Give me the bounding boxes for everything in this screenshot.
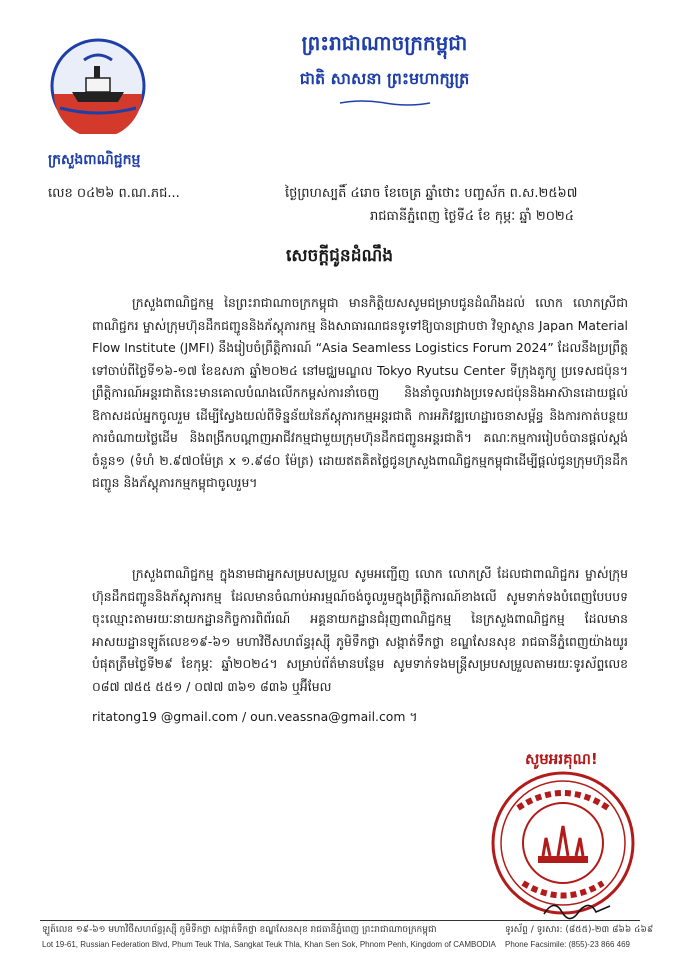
lunar-date: ថ្ងៃព្រហស្បតិ៍ ៤រោច ខែចេត្រ ឆ្នាំថោះ បញ្ចស័ក ព.ស.២៥៦៧ — [285, 186, 578, 201]
body-paragraph-2: ក្រសួងពាណិជ្ជកម្ម ក្នុងនាមជាអ្នកសម្របសម្រួល សូមអញ្ជើញ លោក លោកស្រី ដែលជាពាណិជ្ជករ ម្ចាស់ក្រុមហ៊ុនដឹកជញ្ជូននិងភ័ស្តុភារកម្ម ដែលមានចំណាប់អារម្មណ៍ចង់ចូលរួមក្នុងព្រឹត្តិការណ៍ខាងលើ សូមទាក់ទងបំពេញបែបបទចុះឈ្មោះតាមរយៈនាយកដ្ឋានកិច្ចការពិព័រណ៍ អគ្គនាយកដ្ឋានជំរុញពាណិជ្ជកម្ម នៃក្រសួងពាណិជ្ជកម្ម ដែលមានអាសយដ្ឋានឡូត៍លេខ១៩-៦១ មហាវិថីសហព័ន្ធរុស្ស៊ី ភូមិទឹកថ្លា សង្កាត់ទឹកថ្លា ខណ្ឌសែនសុខ រាជធានីភ្នំពេញយ៉ាងយូរបំផុតត្រឹមថ្ងៃទី២៩ ខែកុម្ភៈ ឆ្នាំ២០២៤។ សម្រាប់ព័ត៌មានបន្ថែម សូមទាក់ទងមន្ត្រីសម្របសម្រួលតាមរយៈទូរស័ព្ទលេខ ០៨៧ ៧៥៥ ៥៥១ / ០៧៧ ៣៦១ ៨៣៦ ឬអ៊ីមែល — [92, 566, 628, 694]
contact-emails: ritatong19 @gmail.com / oun.veassna@gmail.com ។ — [92, 709, 418, 724]
footer-address-en: Lot 19-61, Russian Federation Blvd, Phum Teuk Thla, Sangkat Teuk Thla, Khan Sen Sok, Phnom Penh, Kingdom of CAMBODIA — [42, 940, 496, 949]
kingdom-title: ព្រះរាជាណាចក្រកម្ពុជា — [301, 31, 468, 55]
document-title: សេចក្តីជូនដំណឹង — [285, 246, 394, 266]
ornament-divider-icon — [340, 99, 430, 107]
signature-icon — [540, 892, 620, 922]
kingdom-heading — [0, 30, 679, 111]
footer-divider — [40, 920, 640, 921]
thanks-text: សូមអរគុណ! — [525, 750, 598, 768]
reference-number: លេខ ០៤២៦ ព.ណ.ភជ... — [48, 186, 180, 201]
body-paragraph-1: ក្រសួងពាណិជ្ជកម្ម នៃព្រះរាជាណាចក្រកម្ពុជា មានកិត្តិយសសូមជម្រាបជូនដំណឹងដល់ លោក លោកស្រីជាពាណិជ្ជករ ម្ចាស់ក្រុមហ៊ុនដឹកជញ្ជូននិងភ័ស្តុភារកម្ម និងសាធារណជនទូទៅឱ្យបានជ្រាបថា វិទ្យាស្ថាន Japan Material Flow Institute (JMFI) នឹងរៀបចំព្រឹត្តិការណ៍ “Asia Seamless Logistics Forum 2024” ដែលនឹងប្រព្រឹត្តទៅចាប់ពីថ្ងៃទី១៦-១៧ ខែឧសភា ឆ្នាំ២០២៤ នៅមជ្ឈមណ្ឌល Tokyo Ryutsu Center ទីក្រុងតូក្យូ ប្រទេសជប៉ុន។ ព្រឹត្តិការណ៍អន្តរជាតិនេះមានគោលបំណងលើកកម្ពស់ការនាំចេញ និងនាំចូលរវាងប្រទេសជប៉ុននិងអាស៊ានដោយផ្តល់ឱកាសដល់អ្នកចូលរួម ដើម្បីស្វែងយល់ពីទិន្នន័យនៃភ័ស្តុភារកម្មអន្តរជាតិ ការអភិវឌ្ឍហេដ្ឋារចនាសម្ព័ន្ធ និងការកាត់បន្ថយការចំណាយថ្លៃដើម និងពង្រីកបណ្តាញអាជីវកម្មជាមួយក្រុមហ៊ុនដឹកជញ្ជូនអន្តរជាតិ។ គណៈកម្មការរៀបចំបានផ្តល់ស្តង់ចំនួន១ (ទំហំ ២.៩៧០ម៉ែត្រ x ១.៩៨០ ម៉ែត្រ) ដោយឥតគិតថ្លៃជូនក្រសួងពាណិជ្ជកម្មកម្ពុជាដើម្បីផ្តល់ជូនក្រុមហ៊ុនដឹកជញ្ជូន និងភ័ស្តុភារកម្មកម្ពុជាចូលរួម។ — [92, 295, 628, 490]
solar-date: រាជធានីភ្នំពេញ ថ្ងៃទី៤ ខែ កុម្ភៈ ឆ្នាំ ២០២៤ — [370, 209, 574, 224]
national-motto: ជាតិ សាសនា ព្រះមហាក្សត្រ — [299, 69, 470, 88]
footer-phone-km: ទូរស័ព្ទ / ទូរសារ: (៨៥៥)-២៣ ៨៦៦ ៤៦៩ — [505, 925, 654, 935]
footer-address-km: ឡូត៍លេខ ១៩-៦១ មហាវិថីសហព័ន្ធរុស្ស៊ី ភូមិទឹកថ្លា សង្កាត់ទឹកថ្លា ខណ្ឌសែនសុខ រាជធានីភ្នំពេញ ព្រះរាជាណាចក្រកម្ពុជា — [42, 925, 437, 935]
footer-phone-en: Phone Facsimile: (855)-23 866 469 — [505, 940, 630, 949]
ministry-name: ក្រសួងពាណិជ្ជកម្ម — [48, 152, 141, 168]
